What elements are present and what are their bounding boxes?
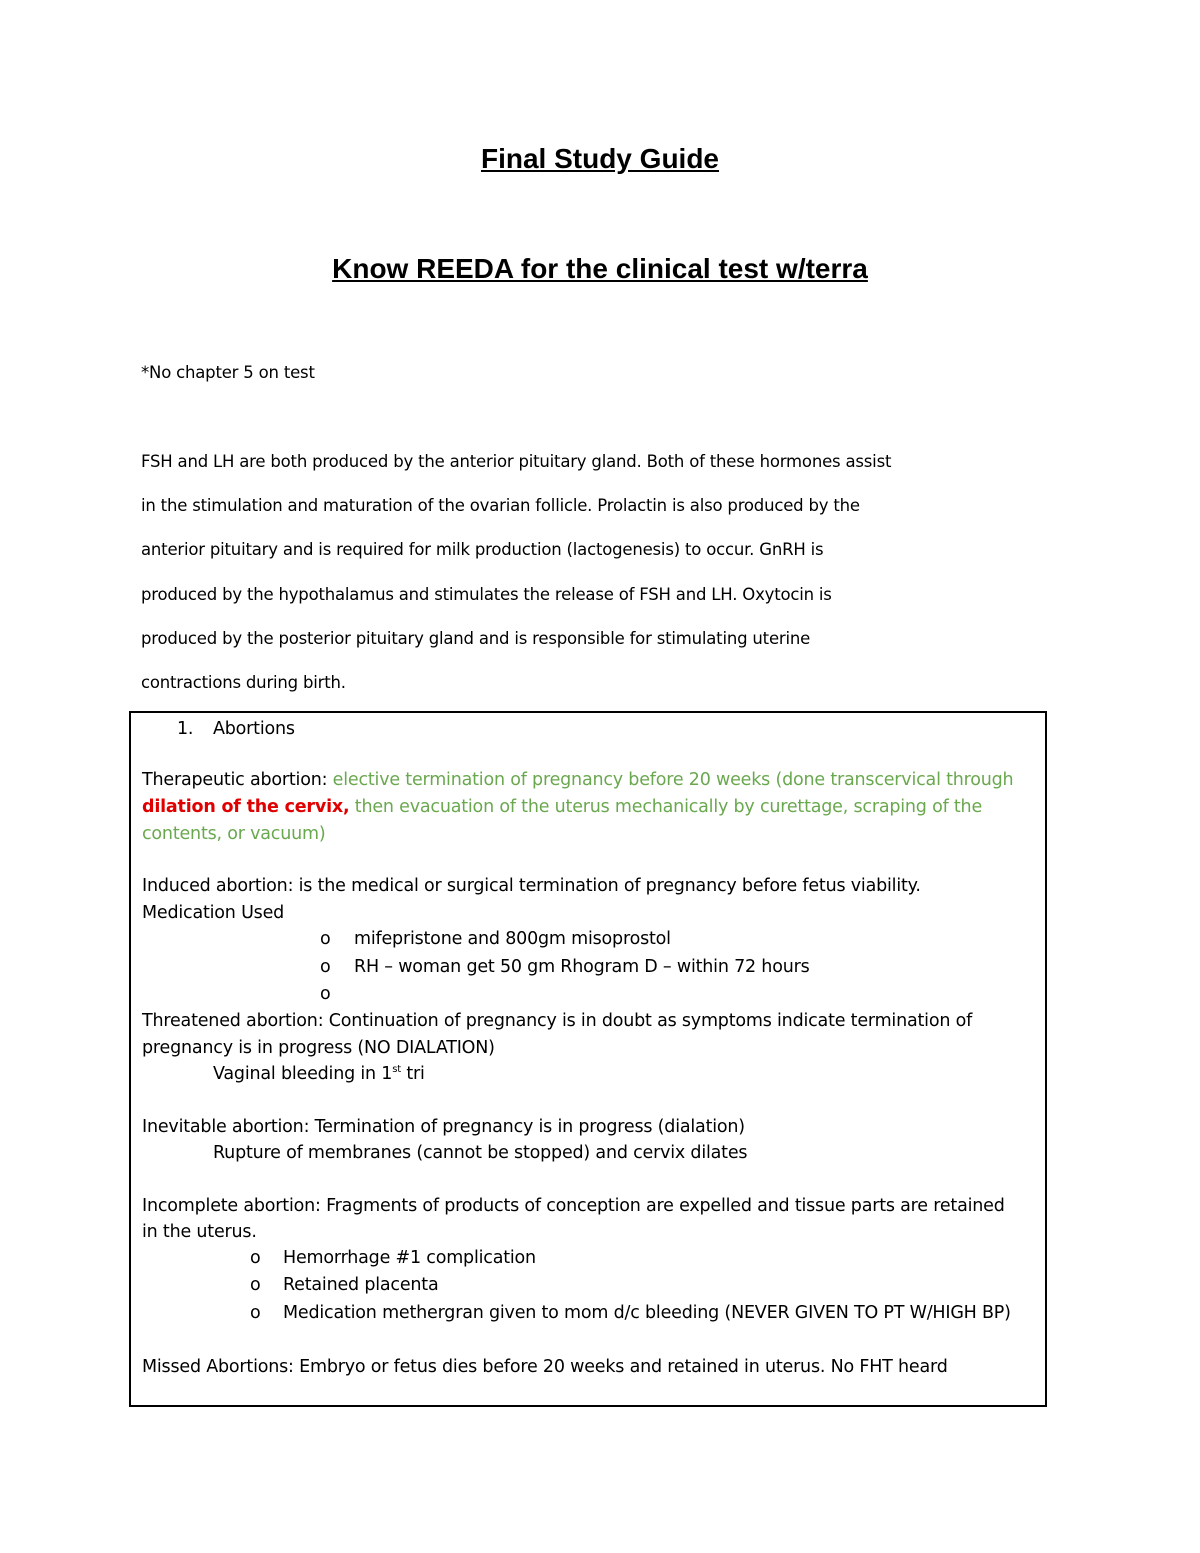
induced-text: is the medical or surgical termination of pregnancy before fetus viability. — [298, 876, 921, 896]
incomplete-item: Retained placenta — [283, 1275, 439, 1295]
page-title: Final Study Guide — [480, 143, 719, 174]
paragraph-line: FSH and LH are both produced by the anterior pituitary gland. Both of these hormones assist — [141, 452, 892, 471]
therapeutic-line-1 — [142, 770, 1013, 790]
ordinal-suffix: st — [392, 1064, 401, 1076]
bullet: o — [250, 1275, 261, 1295]
inevitable-sub: Rupture of membranes (cannot be stopped) and cervix dilates — [213, 1143, 748, 1163]
threatened-label: Threatened abortion: — [142, 1011, 324, 1031]
incomplete-item: Medication methergran given to mom d/c bleeding (NEVER GIVEN TO PT W/HIGH BP) — [283, 1303, 1011, 1323]
paragraph-line: produced by the hypothalamus and stimulates the release of FSH and LH. Oxytocin is — [141, 584, 832, 604]
incomplete-item: Hemorrhage #1 complication — [283, 1248, 536, 1268]
heading-number: 1. — [177, 719, 194, 739]
threatened-sub-end: tri — [400, 1064, 425, 1084]
abortions-box — [129, 711, 1047, 1407]
threatened-line-1 — [142, 1011, 972, 1031]
therapeutic-line-2 — [142, 797, 982, 817]
bullet: o — [320, 957, 331, 977]
induced-item: RH – woman get 50 gm Rhogram D – within 72 hours — [354, 957, 810, 977]
therapeutic-text-2: then evacuation of the uterus mechanically by curettage, scraping of the — [354, 797, 983, 817]
threatened-sub — [213, 1064, 425, 1084]
paragraph-line: in the stimulation and maturation of the ovarian follicle. Prolactin is also produced by the — [141, 496, 860, 516]
induced-line — [142, 876, 921, 896]
page-subtitle: Know REEDA for the clinical test w/terra — [332, 253, 868, 284]
missed-label: Missed Abortions: — [142, 1357, 294, 1377]
paragraph-line: produced by the posterior pituitary gland and is responsible for stimulating uterine — [141, 628, 811, 648]
bullet: o — [250, 1248, 261, 1268]
incomplete-line-1 — [142, 1196, 1005, 1216]
therapeutic-highlight: dilation of the cervix, — [142, 797, 350, 817]
paragraph-line: contractions during birth. — [141, 672, 346, 692]
section-heading: Abortions — [213, 719, 295, 739]
threatened-text-1: Continuation of pregnancy is in doubt as symptoms indicate termination of — [328, 1011, 973, 1031]
missed-text: Embryo or fetus dies before 20 weeks and retained in uterus. No FHT heard — [299, 1357, 948, 1377]
threatened-text-2: pregnancy is in progress (NO DIALATION) — [142, 1038, 495, 1058]
paragraph-line: anterior pituitary and is required for milk production (lactogenesis) to occur. GnRH is — [141, 540, 824, 560]
bullet: o — [320, 984, 331, 1004]
incomplete-text-2: in the uterus. — [142, 1222, 257, 1242]
threatened-sub-text: Vaginal bleeding in 1 — [213, 1064, 393, 1084]
inevitable-label: Inevitable abortion: — [142, 1117, 310, 1137]
incomplete-text-1: Fragments of products of conception are expelled and tissue parts are retained — [326, 1196, 1005, 1216]
hormone-paragraph — [141, 451, 1021, 716]
test-note: *No chapter 5 on test — [141, 363, 315, 382]
therapeutic-label: Therapeutic abortion: — [142, 770, 328, 790]
induced-label: Induced abortion: — [142, 876, 294, 896]
medication-used-label: Medication Used — [142, 903, 285, 923]
bullet: o — [250, 1303, 261, 1323]
inevitable-text: Termination of pregnancy is in progress (dialation) — [314, 1117, 745, 1137]
incomplete-label: Incomplete abortion: — [142, 1196, 321, 1216]
induced-item: mifepristone and 800gm misoprostol — [354, 929, 671, 949]
missed-line — [142, 1357, 948, 1377]
inevitable-line — [142, 1117, 745, 1137]
bullet: o — [320, 929, 331, 949]
therapeutic-text-1: elective termination of pregnancy before 20 weeks (done transcervical through — [332, 770, 1014, 790]
therapeutic-text-3: contents, or vacuum) — [142, 824, 326, 844]
